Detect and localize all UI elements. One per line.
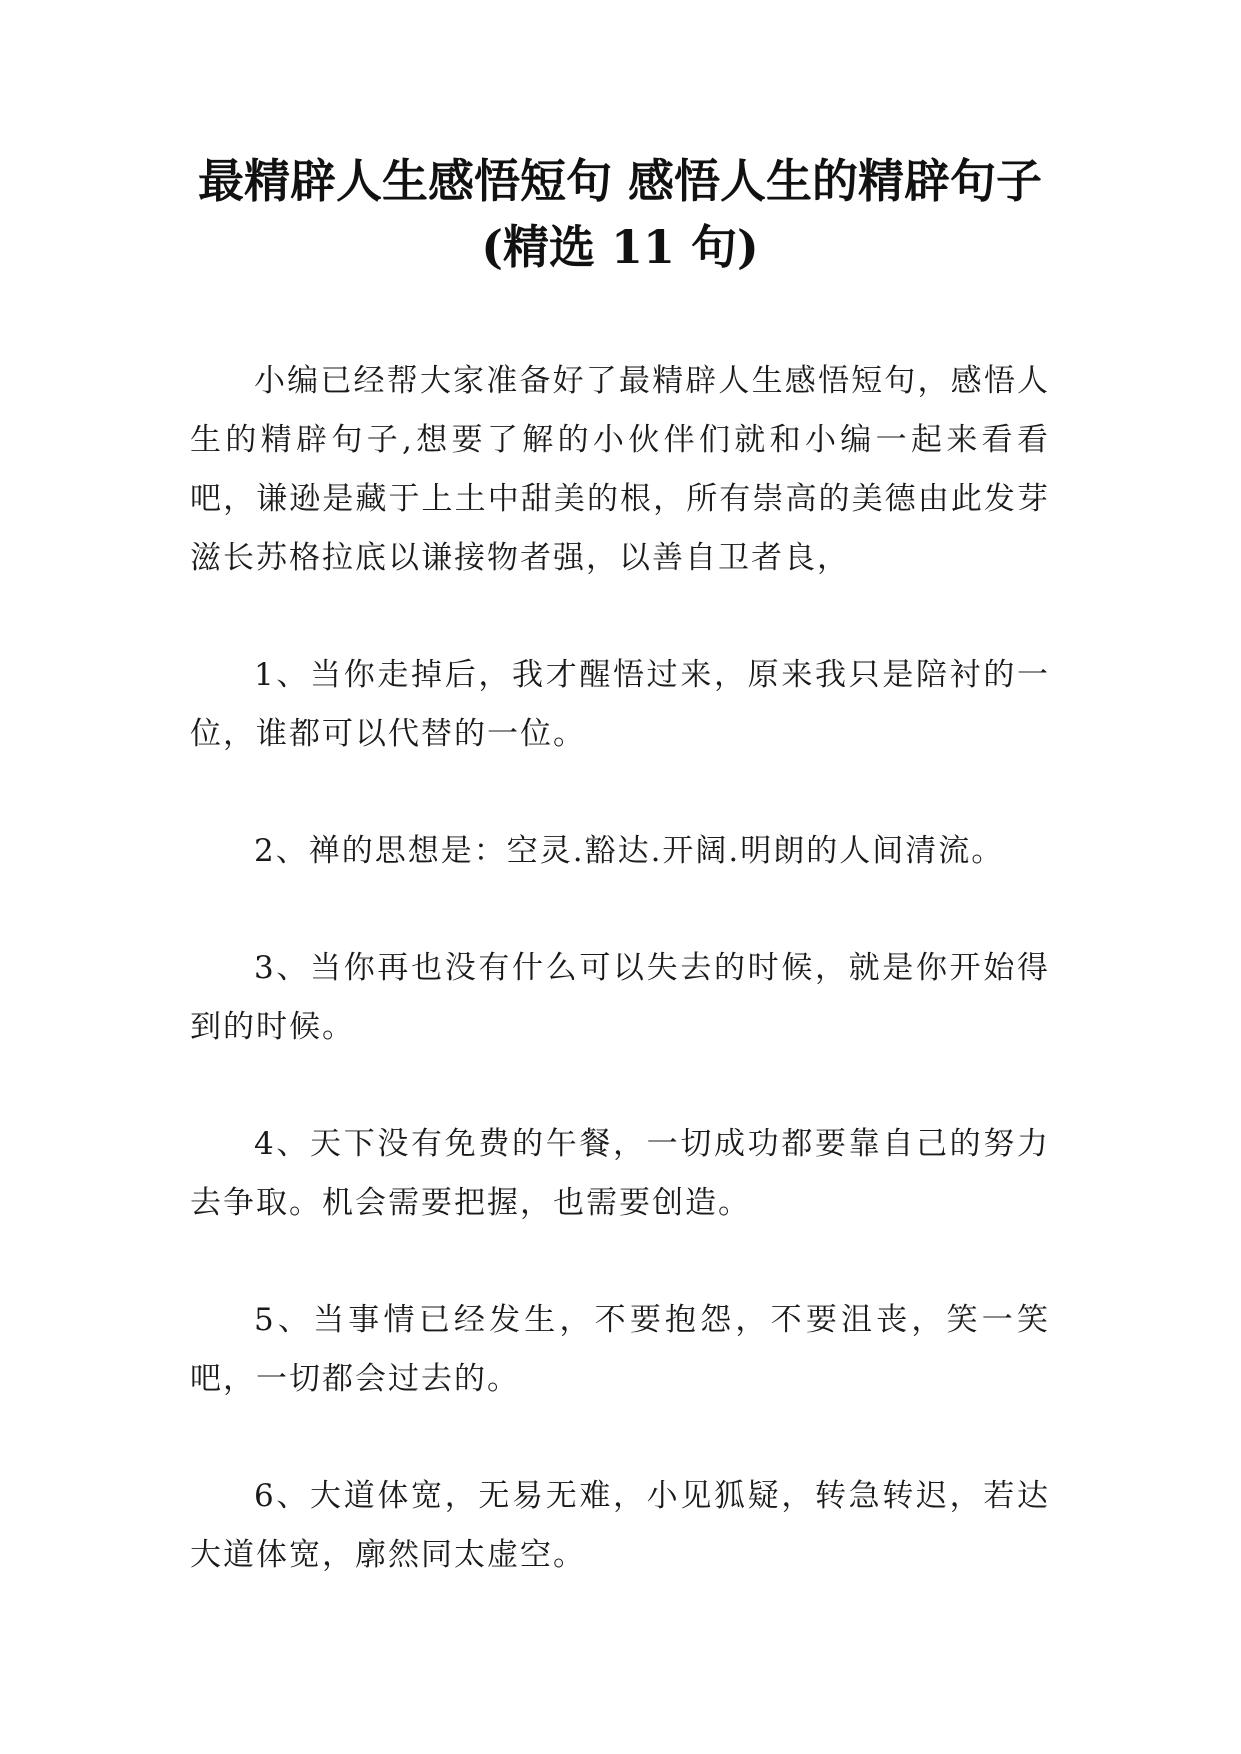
quote-item-3: 3、当你再也没有什么可以失去的时候，就是你开始得到的时候。 <box>190 950 1050 1045</box>
quote-item-6: 6、大道体宽，无易无难，小见狐疑，转急转迟，若达大道体宽，廓然同太虚空。 <box>190 1478 1050 1573</box>
intro-paragraph: 小编已经帮大家准备好了最精辟人生感悟短句，感悟人生的精辟句子,想要了解的小伙伴们就和小编一起来看看吧，谦逊是藏于上土中甜美的根，所有崇高的美德由此发芽滋长苏格拉底以谦接物者强，以善自卫者良， <box>190 363 1050 576</box>
document-body <box>190 352 1050 1643</box>
quote-item-4: 4、天下没有免费的午餐，一切成功都要靠自己的努力去争取。机会需要把握，也需要创造。 <box>190 1126 1050 1221</box>
title-line-1: 最精辟人生感悟短句 感悟人生的精辟句子 <box>197 154 1042 208</box>
title-line-2: (精选 11 句) <box>481 220 759 274</box>
quote-item-5: 5、当事情已经发生，不要抱怨，不要沮丧，笑一笑吧，一切都会过去的。 <box>190 1302 1050 1397</box>
quote-item-1: 1、当你走掉后，我才醒悟过来，原来我只是陪衬的一位，谁都可以代替的一位。 <box>190 657 1050 752</box>
document-title <box>190 148 1050 280</box>
quote-item-2: 2、禅的思想是：空灵.豁达.开阔.明朗的人间清流。 <box>254 833 1005 869</box>
